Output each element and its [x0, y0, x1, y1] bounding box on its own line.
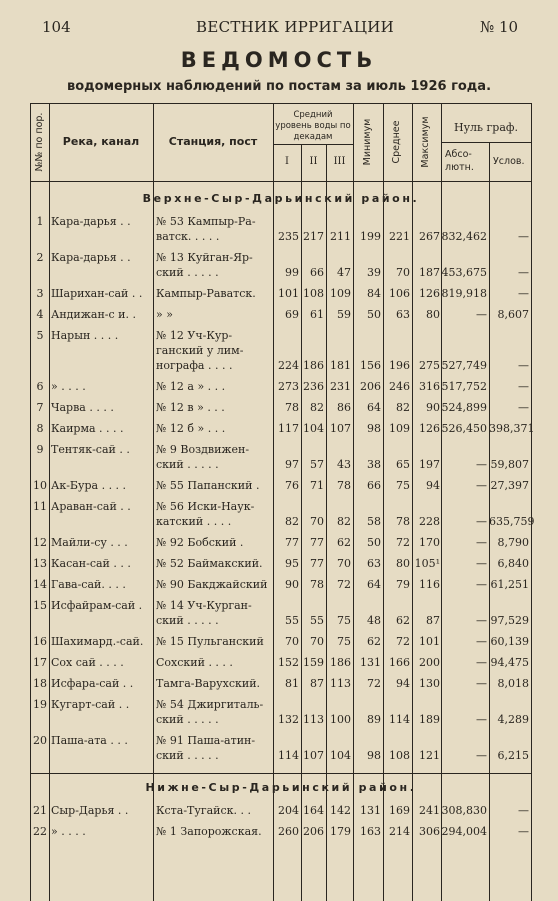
station-name: № 91 Паша-атин-: [156, 734, 256, 747]
river-name: Тентяк-сай . .: [51, 443, 130, 456]
river-name: Чарва . . . .: [51, 401, 114, 414]
decade-3-level: 109: [330, 287, 351, 300]
mean-level: 79: [396, 578, 410, 591]
table-row: [31, 379, 531, 400]
station-name: № 54 Джиргиталь-: [156, 698, 264, 711]
decade-2-level: 57: [310, 458, 324, 471]
row-number: 19: [33, 698, 47, 711]
max-level: 101: [419, 635, 440, 648]
absolute-zero: —: [476, 635, 487, 648]
mean-level: 94: [396, 677, 410, 690]
station-name: № 9 Воздвижен-: [156, 443, 250, 456]
table-row: [31, 400, 531, 421]
col-header-mean: Среднее: [391, 120, 402, 164]
absolute-zero: 517,752: [441, 380, 487, 393]
max-level: 241: [419, 804, 440, 817]
table-row: [31, 442, 531, 478]
river-name: Кугарт-сай . .: [51, 698, 130, 711]
mean-level: 72: [396, 635, 410, 648]
station-name: № 1 Запорожская.: [156, 825, 262, 838]
table-row: [31, 214, 531, 250]
mean-level: 63: [396, 308, 410, 321]
min-level: 50: [367, 536, 381, 549]
conditional-zero: —: [518, 287, 529, 300]
mean-level: 65: [396, 458, 410, 471]
decade-2-level: 217: [303, 230, 324, 243]
absolute-zero: 308,830: [441, 804, 487, 817]
table-row: [31, 733, 531, 769]
col-header-decade-3: III: [333, 156, 346, 167]
station-name: № 12 в » . . .: [156, 401, 225, 414]
max-level: 189: [419, 713, 440, 726]
mean-level: 196: [389, 359, 410, 372]
col-header-decade-1: I: [285, 156, 289, 167]
station-name: № 14 Уч-Курган-: [156, 599, 252, 612]
river-name: Араван-сай . .: [51, 500, 131, 513]
decade-1-level: 70: [285, 635, 299, 648]
row-number: 22: [33, 825, 47, 838]
decade-2-level: 77: [310, 536, 324, 549]
mean-level: 109: [389, 422, 410, 435]
absolute-zero: 527,749: [441, 359, 487, 372]
max-level: 80: [426, 308, 440, 321]
mean-level: 108: [389, 749, 410, 762]
table-row: [31, 824, 531, 845]
section-title: Нижне-Сыр-Дарьинский район.: [145, 781, 417, 794]
min-level: 63: [367, 557, 381, 570]
max-level: 90: [426, 401, 440, 414]
section-divider: [31, 773, 531, 774]
station-name: Сохский . . . .: [156, 656, 233, 669]
decade-2-level: 108: [303, 287, 324, 300]
table-row: [31, 307, 531, 328]
decade-3-level: 43: [337, 458, 351, 471]
mean-level: 169: [389, 804, 410, 817]
decade-3-level: 82: [337, 515, 351, 528]
row-number: 8: [36, 422, 44, 435]
river-name: Андижан-с и. .: [51, 308, 136, 321]
conditional-zero: —: [518, 266, 529, 279]
decade-2-level: 159: [303, 656, 324, 669]
absolute-zero: 819,918: [441, 287, 487, 300]
decade-1-level: 224: [278, 359, 299, 372]
min-level: 64: [367, 401, 381, 414]
absolute-zero: 294,004: [441, 825, 487, 838]
absolute-zero: —: [476, 458, 487, 471]
station-name: № 12 Уч-Кур-: [156, 329, 233, 342]
decade-3-level: 186: [330, 656, 351, 669]
table-row: [31, 535, 531, 556]
row-number: 2: [36, 251, 44, 264]
decade-3-level: 142: [330, 804, 351, 817]
river-name: Нарын . . . .: [51, 329, 119, 342]
conditional-zero: 94,475: [490, 656, 529, 669]
row-number: 12: [33, 536, 47, 549]
document-title: ВЕДОМОСТЬ: [180, 48, 378, 72]
station-name: ский . . . . .: [156, 458, 219, 471]
conditional-zero: —: [518, 380, 529, 393]
decade-3-level: 59: [337, 308, 351, 321]
river-name: Гава-сай. . . .: [51, 578, 126, 591]
max-level: 316: [419, 380, 440, 393]
max-level: 200: [419, 656, 440, 669]
decade-3-level: 107: [330, 422, 351, 435]
station-name: № 90 Бакджайский: [156, 578, 268, 591]
decade-1-level: 260: [278, 825, 299, 838]
decade-3-level: 104: [330, 749, 351, 762]
station-name: Кампыр-Раватск.: [156, 287, 256, 300]
absolute-zero: —: [476, 578, 487, 591]
table-row: [31, 328, 531, 379]
table-row: [31, 697, 531, 733]
river-name: » . . . .: [51, 380, 86, 393]
decade-2-level: 66: [310, 266, 324, 279]
absolute-zero: 526,450: [441, 422, 487, 435]
col-header-decade-2: II: [309, 156, 318, 167]
table-row: [31, 676, 531, 697]
river-name: Каирма . . . .: [51, 422, 124, 435]
decade-3-level: 75: [337, 635, 351, 648]
mean-level: 214: [389, 825, 410, 838]
decade-3-level: 181: [330, 359, 351, 372]
col-header-station: Станция, пост: [168, 135, 258, 148]
min-level: 163: [360, 825, 381, 838]
decade-3-level: 75: [337, 614, 351, 627]
min-level: 64: [367, 578, 381, 591]
river-name: Сыр-Дарья . .: [51, 804, 129, 817]
absolute-zero: 453,675: [441, 266, 487, 279]
conditional-zero: 60,139: [490, 635, 529, 648]
row-number: 9: [36, 443, 44, 456]
decade-1-level: 101: [278, 287, 299, 300]
decade-1-level: 76: [285, 479, 299, 492]
absolute-zero: —: [476, 656, 487, 669]
conditional-zero: —: [518, 230, 529, 243]
row-number: 7: [36, 401, 44, 414]
min-level: 206: [360, 380, 381, 393]
station-name: Кста-Тугайск. . .: [156, 804, 252, 817]
station-name: ватск. . . . .: [156, 230, 220, 243]
mean-level: 80: [396, 557, 410, 570]
max-level: 267: [419, 230, 440, 243]
max-level: 121: [419, 749, 440, 762]
absolute-zero: —: [476, 479, 487, 492]
min-level: 89: [367, 713, 381, 726]
station-name: ский . . . . .: [156, 614, 219, 627]
station-name: » »: [156, 308, 173, 321]
decade-1-level: 77: [285, 536, 299, 549]
min-level: 39: [367, 266, 381, 279]
river-name: Кара-дарья . .: [51, 251, 131, 264]
min-level: 84: [367, 287, 381, 300]
page-header: [0, 14, 558, 34]
mean-level: 62: [396, 614, 410, 627]
river-name: Шарихан-сай . .: [51, 287, 143, 300]
row-number: 13: [33, 557, 47, 570]
mean-level: 114: [389, 713, 410, 726]
decade-2-level: 113: [303, 713, 324, 726]
station-name: ганский у лим-: [156, 344, 244, 357]
decade-3-level: 86: [337, 401, 351, 414]
mean-level: 166: [389, 656, 410, 669]
conditional-zero: 6,215: [497, 749, 529, 762]
col-header-max: Максимум: [420, 116, 431, 168]
decade-1-level: 78: [285, 401, 299, 414]
row-number: 20: [33, 734, 47, 747]
station-name: № 12 б » . . .: [156, 422, 226, 435]
absolute-zero: —: [476, 557, 487, 570]
row-number: 16: [33, 635, 47, 648]
mean-level: 75: [396, 479, 410, 492]
min-level: 50: [367, 308, 381, 321]
row-number: 5: [36, 329, 44, 342]
decade-1-level: 95: [285, 557, 299, 570]
min-level: 72: [367, 677, 381, 690]
river-name: Паша-ата . . .: [51, 734, 128, 747]
conditional-zero: 4,289: [497, 713, 529, 726]
station-name: катский . . . .: [156, 515, 232, 528]
decade-3-level: 62: [337, 536, 351, 549]
station-name: ский . . . . .: [156, 713, 219, 726]
decade-3-level: 231: [330, 380, 351, 393]
absolute-zero: —: [476, 308, 487, 321]
decade-1-level: 81: [285, 677, 299, 690]
mean-level: 70: [396, 266, 410, 279]
mean-level: 221: [389, 230, 410, 243]
conditional-zero: 27,397: [490, 479, 529, 492]
col-header-river: Река, канал: [62, 135, 140, 148]
decade-3-level: 100: [330, 713, 351, 726]
col-header-zero-graph: Нуль граф.: [453, 121, 518, 134]
decade-1-level: 132: [278, 713, 299, 726]
station-name: № 53 Кампыр-Ра-: [156, 215, 256, 228]
decade-1-level: 273: [278, 380, 299, 393]
min-level: 131: [360, 804, 381, 817]
absolute-zero: —: [476, 749, 487, 762]
decade-3-level: 47: [337, 266, 351, 279]
min-level: 58: [367, 515, 381, 528]
conditional-zero: 59,807: [490, 458, 529, 471]
station-name: ский . . . . .: [156, 749, 219, 762]
max-level: 187: [419, 266, 440, 279]
row-number: 10: [33, 479, 47, 492]
decade-1-level: 90: [285, 578, 299, 591]
min-level: 66: [367, 479, 381, 492]
decade-1-level: 114: [278, 749, 299, 762]
river-name: Шахимард.-сай.: [51, 635, 144, 648]
min-level: 199: [360, 230, 381, 243]
row-number: 14: [33, 578, 47, 591]
decade-1-level: 204: [278, 804, 299, 817]
conditional-zero: 8,018: [497, 677, 529, 690]
col-header-conditional: Услов.: [493, 156, 525, 167]
station-name: № 56 Иски-Наук-: [156, 500, 255, 513]
table-row: [31, 634, 531, 655]
decade-3-level: 70: [337, 557, 351, 570]
decade-1-level: 235: [278, 230, 299, 243]
decade-3-level: 211: [330, 230, 351, 243]
mean-level: 78: [396, 515, 410, 528]
decade-2-level: 70: [310, 635, 324, 648]
conditional-zero: 97,529: [490, 614, 529, 627]
max-level: 275: [419, 359, 440, 372]
row-number: 11: [33, 500, 47, 513]
table-row: [31, 556, 531, 577]
min-level: 38: [367, 458, 381, 471]
decade-3-level: 72: [337, 578, 351, 591]
river-name: » . . . .: [51, 825, 86, 838]
conditional-zero: 8,607: [497, 308, 529, 321]
conditional-zero: 8,790: [497, 536, 529, 549]
decade-2-level: 236: [303, 380, 324, 393]
conditional-zero: 61,251: [490, 578, 529, 591]
absolute-zero: 524,899: [441, 401, 487, 414]
row-number: 1: [36, 215, 44, 228]
station-name: № 15 Пульганский: [156, 635, 264, 648]
table-row: [31, 577, 531, 598]
decade-1-level: 82: [285, 515, 299, 528]
max-level: 94: [426, 479, 440, 492]
table-row: [31, 478, 531, 499]
decade-1-level: 117: [278, 422, 299, 435]
header-divider: [273, 144, 353, 145]
decade-2-level: 78: [310, 578, 324, 591]
decade-3-level: 179: [330, 825, 351, 838]
mean-level: 72: [396, 536, 410, 549]
conditional-zero: —: [518, 359, 529, 372]
absolute-zero: —: [476, 536, 487, 549]
min-level: 156: [360, 359, 381, 372]
max-level: 197: [419, 458, 440, 471]
absolute-zero: —: [476, 614, 487, 627]
min-level: 131: [360, 656, 381, 669]
station-name: нографа . . . .: [156, 359, 233, 372]
river-name: Сох сай . . . .: [51, 656, 124, 669]
station-name: № 12 а » . . .: [156, 380, 226, 393]
min-level: 98: [367, 749, 381, 762]
min-level: 48: [367, 614, 381, 627]
issue-number: № 10: [480, 18, 519, 36]
col-header-number: №№ по пор.: [34, 112, 45, 172]
river-name: Касан-сай . . .: [51, 557, 131, 570]
decade-1-level: 55: [285, 614, 299, 627]
station-name: Тамга-Варухский.: [156, 677, 261, 690]
river-name: Исфайрам-сай .: [51, 599, 143, 612]
decade-2-level: 77: [310, 557, 324, 570]
max-level: 116: [419, 578, 440, 591]
table-row: [31, 250, 531, 286]
decade-2-level: 164: [303, 804, 324, 817]
decade-2-level: 71: [310, 479, 324, 492]
decade-2-level: 186: [303, 359, 324, 372]
mean-level: 246: [389, 380, 410, 393]
table-row: [31, 421, 535, 442]
row-number: 17: [33, 656, 47, 669]
station-name: № 13 Куйган-Яр-: [156, 251, 253, 264]
row-number: 15: [33, 599, 47, 612]
station-name: № 92 Бобский .: [156, 536, 244, 549]
min-level: 98: [367, 422, 381, 435]
absolute-zero: —: [476, 677, 487, 690]
table-row: [31, 499, 535, 535]
decade-1-level: 69: [285, 308, 299, 321]
decade-2-level: 70: [310, 515, 324, 528]
river-name: Кара-дарья . .: [51, 215, 131, 228]
row-number: 6: [36, 380, 44, 393]
decade-2-level: 104: [303, 422, 324, 435]
section-title: Верхне-Сыр-Дарьинский район.: [142, 192, 420, 205]
journal-title: ВЕСТНИК ИРРИГАЦИИ: [196, 18, 394, 36]
col-header-avg-level: Средний уровень воды по декадам: [275, 110, 351, 142]
max-level: 126: [419, 287, 440, 300]
max-level: 306: [419, 825, 440, 838]
max-level: 170: [419, 536, 440, 549]
decade-2-level: 61: [310, 308, 324, 321]
decade-2-level: 107: [303, 749, 324, 762]
max-level: 87: [426, 614, 440, 627]
max-level: 126: [419, 422, 440, 435]
header-divider: [441, 142, 531, 143]
conditional-zero: —: [518, 825, 529, 838]
river-name: Исфара-сай . .: [51, 677, 134, 690]
table-row: [31, 598, 531, 634]
conditional-zero: 6,840: [497, 557, 529, 570]
decade-2-level: 87: [310, 677, 324, 690]
max-level: 105¹: [414, 557, 440, 570]
decade-3-level: 78: [337, 479, 351, 492]
absolute-zero: —: [476, 713, 487, 726]
river-name: Ак-Бура . . . .: [51, 479, 127, 492]
decade-3-level: 113: [330, 677, 351, 690]
decade-1-level: 97: [285, 458, 299, 471]
absolute-zero: —: [476, 515, 487, 528]
conditional-zero: —: [518, 401, 529, 414]
col-header-min: Минимум: [362, 118, 373, 166]
decade-2-level: 206: [303, 825, 324, 838]
table-row: [31, 803, 531, 824]
station-name: № 52 Баймакский.: [156, 557, 263, 570]
decade-1-level: 99: [285, 266, 299, 279]
decade-1-level: 152: [278, 656, 299, 669]
station-name: ский . . . . .: [156, 266, 219, 279]
page-number: 104: [42, 18, 71, 36]
row-number: 3: [36, 287, 44, 300]
row-number: 4: [36, 308, 44, 321]
conditional-zero: —: [518, 804, 529, 817]
observations-table: [30, 103, 535, 901]
max-level: 130: [419, 677, 440, 690]
row-number: 18: [33, 677, 47, 690]
table-row: [31, 286, 531, 307]
conditional-zero: 398,371: [489, 422, 535, 435]
decade-2-level: 82: [310, 401, 324, 414]
station-name: № 55 Папанский .: [156, 479, 260, 492]
decade-2-level: 55: [310, 614, 324, 627]
table-row: [31, 655, 531, 676]
header-bottom-rule: [31, 181, 531, 182]
conditional-zero: 635,759: [489, 515, 535, 528]
min-level: 62: [367, 635, 381, 648]
river-name: Майли-су . . .: [51, 536, 128, 549]
row-number: 21: [33, 804, 47, 817]
col-header-absolute: Абсо-лютн.: [445, 149, 474, 173]
absolute-zero: 832,462: [441, 230, 487, 243]
mean-level: 82: [396, 401, 410, 414]
document-subtitle: водомерных наблюдений по постам за июль 1926 года.: [66, 79, 492, 94]
mean-level: 106: [389, 287, 410, 300]
max-level: 228: [419, 515, 440, 528]
